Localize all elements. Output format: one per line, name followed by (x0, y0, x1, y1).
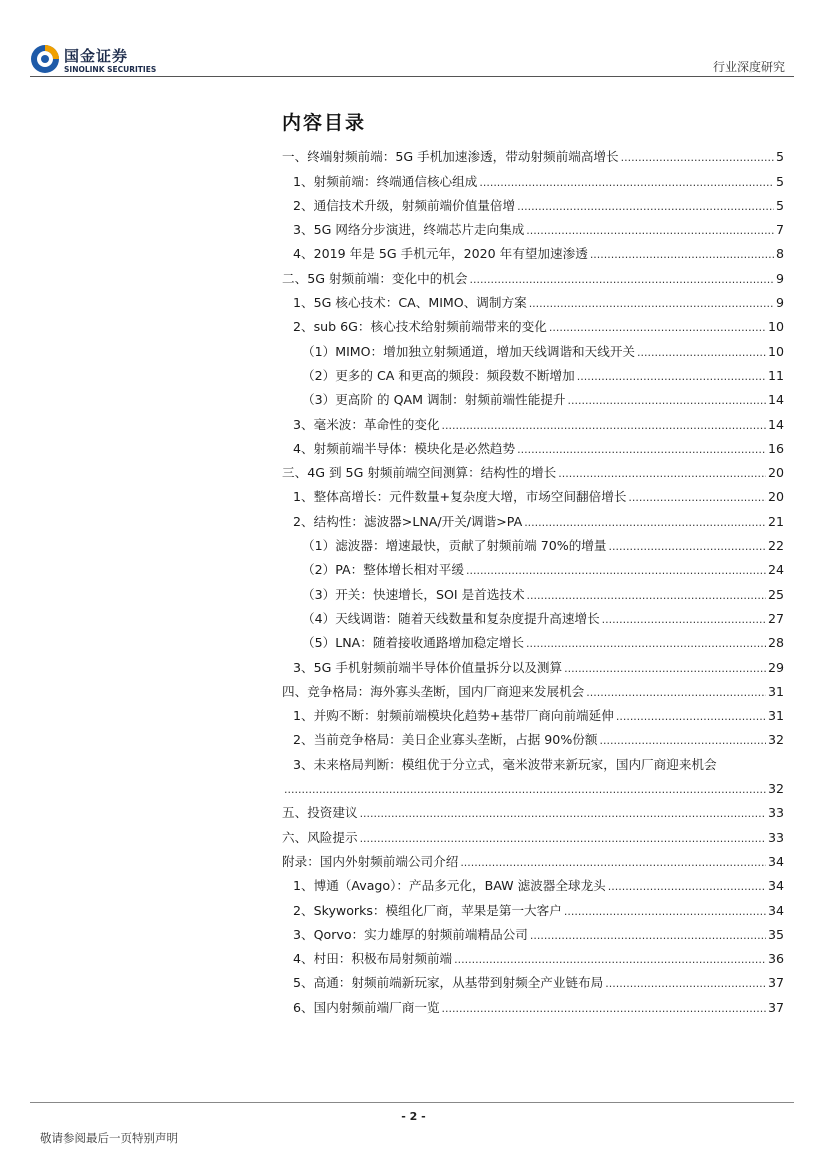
toc-leader-dots (577, 370, 766, 384)
toc-entry[interactable] (282, 991, 784, 1015)
toc-entry-title: 2、结构性：滤波器>LNA/开关/调谐>PA (293, 513, 523, 529)
toc-entry-title: 附录：国内外射频前端公司介绍 (282, 853, 459, 869)
toc-entry-title: 3、5G 网络分步演进，终端芯片走向集成 (293, 222, 525, 238)
toc-entry[interactable] (282, 578, 784, 602)
toc-leader-dots (526, 224, 774, 238)
toc-entry-page: 10 (767, 343, 784, 359)
header-divider (30, 76, 794, 77)
toc-entry-title: 四、竞争格局：海外寡头垄断，国内厂商迎来发展机会 (282, 683, 585, 699)
toc-entry-title: 六、风险提示 (282, 829, 358, 845)
toc-entry[interactable] (282, 360, 784, 384)
toc-entry-title: （3）更高阶 的 QAM 调制：射频前端性能提升 (302, 392, 566, 408)
toc-entry-title: 3、5G 手机射频前端半导体价值量拆分以及测算 (293, 659, 563, 675)
toc-entry-page: 20 (767, 489, 784, 505)
toc-leader-dots (530, 929, 766, 943)
toc-leader-dots (479, 176, 774, 190)
toc-leader-dots (605, 977, 766, 991)
toc-entry-title: 1、5G 核心技术：CA、MIMO、调制方案 (293, 295, 527, 311)
toc-entry[interactable] (282, 554, 784, 578)
toc-entry-page: 5 (775, 149, 784, 165)
toc-entry-title: 3、Qorvo：实力雄厚的射频前端精品公司 (293, 926, 528, 942)
toc-entry-title: （1）滤波器：增速最快，贡献了射频前端 70%的增量 (302, 538, 607, 554)
toc-entry[interactable] (282, 481, 784, 505)
toc-leader-dots (621, 151, 774, 165)
toc-leader-dots (466, 564, 766, 578)
toc-entry[interactable] (282, 627, 784, 651)
toc-entry-page: 14 (767, 392, 784, 408)
report-type-label: 行业深度研究 (712, 60, 785, 74)
toc-entry-page: 29 (767, 659, 784, 675)
toc-entry[interactable] (282, 335, 784, 359)
toc-entry-title: 五、投资建议 (282, 805, 358, 821)
toc-entry[interactable] (282, 384, 784, 408)
toc-leader-dots (599, 734, 765, 748)
toc-entry[interactable] (282, 846, 784, 870)
footer-divider (30, 1102, 794, 1103)
toc-entry-page: 37 (767, 999, 784, 1015)
toc-entry-page: 33 (767, 805, 784, 821)
toc-entry[interactable] (282, 530, 784, 554)
toc-entry-page: 31 (767, 683, 784, 699)
toc-entry[interactable] (282, 894, 784, 918)
toc-entry[interactable] (282, 870, 784, 894)
toc-entry-title: 三、4G 到 5G 射频前端空间测算：结构性的增长 (282, 465, 557, 481)
toc-entry-page: 24 (767, 562, 784, 578)
footer-disclaimer: 敬请参阅最后一页特别声明 (40, 1131, 178, 1145)
toc-entry-page: 33 (767, 829, 784, 845)
toc-leader-dots (470, 273, 774, 287)
toc-entry-page: 10 (767, 319, 784, 335)
toc-entry-page: 8 (775, 246, 784, 262)
toc-entry-page: 34 (767, 853, 784, 869)
toc-entry-page: 31 (767, 708, 784, 724)
toc-entry-title: 6、国内射频前端厂商一览 (293, 999, 440, 1015)
toc-entry-title: 2、Skyworks：模组化厂商，苹果是第一大客户 (293, 902, 562, 918)
toc-entry[interactable] (282, 457, 784, 481)
toc-entry-page: 16 (767, 440, 784, 456)
toc-leader-dots (549, 321, 766, 335)
toc-entry-title: 4、射频前端半导体：模块化是必然趋势 (293, 440, 516, 456)
toc-entry-page: 27 (767, 610, 784, 626)
toc-leader-dots (360, 832, 766, 846)
toc-leader-dots (284, 783, 766, 797)
toc-entry-title: （2）PA：整体增长相对平缓 (302, 562, 464, 578)
toc-entry[interactable] (282, 433, 784, 457)
toc-entry-title: 2、当前竞争格局：美日企业寡头垄断，占据 90%份额 (293, 732, 598, 748)
toc-entry-page: 14 (767, 416, 784, 432)
toc-entry[interactable] (282, 505, 784, 529)
toc-entry-title: 4、2019 年是 5G 手机元年，2020 年有望加速渗透 (293, 246, 588, 262)
toc-entry[interactable] (282, 821, 784, 845)
toc-entry-title: 二、5G 射频前端：变化中的机会 (282, 270, 468, 286)
toc-entry-title: 2、通信技术升级，射频前端价值量倍增 (293, 197, 516, 213)
toc-entry[interactable] (282, 287, 784, 311)
toc-leader-dots (586, 686, 766, 700)
toc-entry-title: （4）天线调谐：随着天线数量和复杂度提升高速增长 (302, 610, 600, 626)
toc-entry-title: 1、射频前端：终端通信核心组成 (293, 173, 478, 189)
toc-entry-page: 22 (767, 538, 784, 554)
toc-leader-dots (460, 856, 766, 870)
toc-entry-page: 35 (767, 926, 784, 942)
toc-leader-dots (608, 540, 765, 554)
toc-entry[interactable] (282, 651, 784, 675)
toc-entry-page: 32 (767, 732, 784, 748)
toc-entry[interactable] (282, 238, 784, 262)
toc-entry[interactable] (282, 165, 784, 189)
toc-entry[interactable] (282, 773, 784, 797)
company-logo (30, 44, 170, 80)
toc-entry-title: 5、高通：射频前端新玩家，从基带到射频全产业链布局 (293, 975, 604, 991)
toc-entry[interactable] (282, 943, 784, 967)
toc-leader-dots (527, 589, 766, 603)
toc-entry-page: 9 (775, 295, 784, 311)
toc-entry-page: 28 (767, 635, 784, 651)
toc-leader-dots (628, 491, 766, 505)
logo-english-name: SINOLINK SECURITIES (64, 65, 157, 74)
toc-entry[interactable] (282, 797, 784, 821)
toc-entry-title: 1、博通（Avago）：产品多元化，BAW 滤波器全球龙头 (293, 878, 606, 894)
toc-leader-dots (637, 346, 766, 360)
table-of-contents (282, 141, 784, 1016)
toc-entry-page: 7 (775, 222, 784, 238)
toc-entry[interactable] (282, 262, 784, 286)
toc-entry[interactable] (282, 967, 784, 991)
toc-entry[interactable] (282, 214, 784, 238)
toc-leader-dots (524, 516, 766, 530)
toc-entry-page: 21 (767, 513, 784, 529)
toc-entry[interactable] (282, 748, 784, 772)
toc-entry[interactable] (282, 676, 784, 700)
toc-leader-dots (558, 467, 766, 481)
toc-entry-title: 3、未来格局判断：模组优于分立式，毫米波带来新玩家，国内厂商迎来机会 (293, 756, 717, 772)
toc-entry-title: （1）MIMO：增加独立射频通道，增加天线调谐和天线开关 (302, 343, 636, 359)
toc-entry-page: 11 (767, 367, 784, 383)
toc-entry-title: （2）更多的 CA 和更高的频段：频段数不断增加 (302, 367, 575, 383)
toc-entry-title: 1、并购不断：射频前端模块化趋势+基带厂商向前端延伸 (293, 708, 614, 724)
toc-entry-title: 4、村田：积极布局射频前端 (293, 951, 453, 967)
toc-leader-dots (564, 662, 766, 676)
toc-leader-dots (517, 443, 766, 457)
toc-leader-dots (517, 200, 774, 214)
toc-leader-dots (568, 394, 766, 408)
toc-leader-dots (442, 419, 766, 433)
toc-entry[interactable] (282, 141, 784, 165)
toc-entry-page: 25 (767, 586, 784, 602)
page-header (0, 0, 827, 90)
toc-entry-page: 37 (767, 975, 784, 991)
toc-entry-page: 34 (767, 902, 784, 918)
toc-entry[interactable] (282, 408, 784, 432)
logo-chinese-name: 国金证券 (64, 47, 129, 65)
toc-entry[interactable] (282, 311, 784, 335)
toc-entry-page: 34 (767, 878, 784, 894)
toc-entry[interactable] (282, 919, 784, 943)
toc-leader-dots (360, 807, 766, 821)
toc-leader-dots (616, 710, 766, 724)
toc-entry[interactable] (282, 724, 784, 748)
toc-entry-page: 32 (767, 781, 784, 797)
toc-entry-page: 20 (767, 465, 784, 481)
toc-leader-dots (442, 1002, 766, 1016)
toc-leader-dots (602, 613, 766, 627)
toc-leader-dots (529, 297, 774, 311)
toc-entry[interactable] (282, 190, 784, 214)
toc-leader-dots (608, 880, 766, 894)
toc-entry-title: （3）开关：快速增长，SOI 是首选技术 (302, 586, 525, 602)
toc-entry-page: 5 (775, 173, 784, 189)
toc-entry-page: 9 (775, 270, 784, 286)
toc-leader-dots (590, 248, 774, 262)
toc-entry-page: 36 (767, 951, 784, 967)
toc-leader-dots (564, 905, 766, 919)
toc-entry[interactable] (282, 603, 784, 627)
toc-title: 内容目录 (282, 112, 367, 134)
toc-entry-title: 一、终端射频前端：5G 手机加速渗透，带动射频前端高增长 (282, 149, 619, 165)
toc-entry-title: 3、毫米波：革命性的变化 (293, 416, 440, 432)
toc-leader-dots (454, 953, 766, 967)
toc-entry[interactable] (282, 700, 784, 724)
toc-entry-title: （5）LNA：随着接收通路增加稳定增长 (302, 635, 524, 651)
page-number: - 2 - (401, 1110, 426, 1123)
toc-leader-dots (526, 637, 766, 651)
logo-mark-icon (30, 44, 60, 74)
toc-entry-title: 1、整体高增长：元件数量+复杂度大增，市场空间翻倍增长 (293, 489, 627, 505)
toc-entry-page: 5 (775, 197, 784, 213)
toc-entry-title: 2、sub 6G：核心技术给射频前端带来的变化 (293, 319, 547, 335)
